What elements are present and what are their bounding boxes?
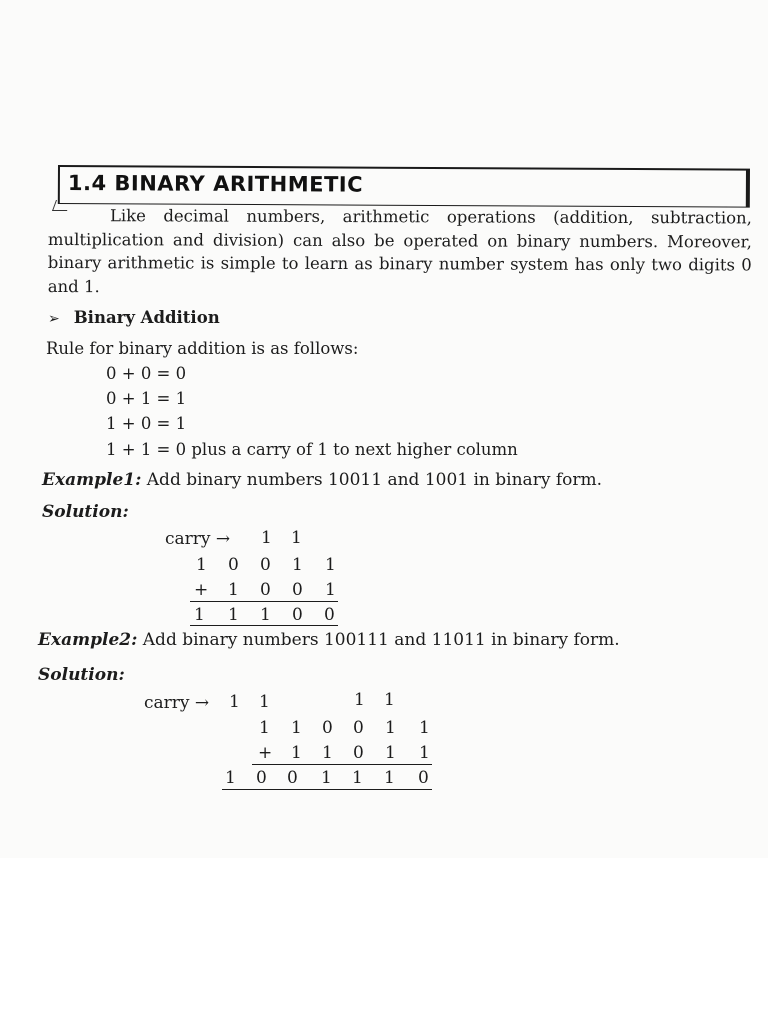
rule-line: 1 + 0 = 1 xyxy=(106,414,187,433)
rule-intro: Rule for binary addition is as follows: xyxy=(46,339,359,358)
operand-digit: 0 xyxy=(228,555,239,575)
operand-digit: 1 xyxy=(259,718,270,738)
subsection-heading xyxy=(48,308,220,327)
operand-digit: 1 xyxy=(228,580,239,600)
operand-digit: 0 xyxy=(322,718,333,738)
carry-digit: 1 xyxy=(229,692,240,712)
result-digit: 0 xyxy=(418,768,429,788)
section-heading-box xyxy=(58,165,750,208)
operand-digit: 1 xyxy=(385,718,396,738)
operand-digit: 0 xyxy=(292,580,303,600)
rule-line: 0 + 0 = 0 xyxy=(106,364,187,383)
result-digit: 0 xyxy=(287,768,298,788)
example1-text: Add binary numbers 10011 and 1001 in binary form. xyxy=(146,470,603,490)
carry-digit: 1 xyxy=(354,690,365,710)
carry-digit: 1 xyxy=(291,528,302,548)
example1-statement xyxy=(42,470,602,490)
carry-digit: 1 xyxy=(384,690,395,710)
example2-label: Example2: xyxy=(38,630,138,650)
operand-digit: 0 xyxy=(353,718,364,738)
result-digit: 1 xyxy=(260,605,271,625)
plus-sign: + xyxy=(258,743,273,763)
result-digit: 0 xyxy=(256,768,267,788)
carry-digit: 1 xyxy=(261,528,272,548)
intro-paragraph: Like decimal numbers, arithmetic operations (addition, subtraction, multiplication and division) can also be operated on binary numbers. Moreover, binary arithmetic is simple to learn as binary number system has only two digits 0 and 1. xyxy=(47,206,752,296)
carry-label: carry → xyxy=(165,529,231,549)
section-heading: 1.4 BINARY ARITHMETIC xyxy=(67,171,364,197)
operand-digit: 1 xyxy=(322,743,333,763)
operand-digit: 1 xyxy=(291,718,302,738)
operand-digit: 1 xyxy=(196,555,207,575)
rule-line: 1 + 1 = 0 plus a carry of 1 to next higher column xyxy=(106,440,518,459)
operand-digit: 1 xyxy=(419,743,430,763)
result-digit: 1 xyxy=(321,768,332,788)
operand-digit: 1 xyxy=(325,555,336,575)
example1-solution-label: Solution: xyxy=(42,502,129,522)
sum-rule-line xyxy=(252,764,432,765)
rule-line: 0 + 1 = 1 xyxy=(106,389,187,408)
operand-digit: 1 xyxy=(385,743,396,763)
result-digit: 1 xyxy=(225,768,236,788)
operand-digit: 0 xyxy=(353,743,364,763)
example2-statement xyxy=(38,630,620,650)
operand-digit: 1 xyxy=(292,555,303,575)
result-underline xyxy=(190,625,338,626)
result-digit: 1 xyxy=(352,768,363,788)
operand-digit: 0 xyxy=(260,555,271,575)
example2-solution-label: Solution: xyxy=(38,665,125,685)
result-digit: 1 xyxy=(228,605,239,625)
operand-digit: 1 xyxy=(325,580,336,600)
result-digit: 0 xyxy=(292,605,303,625)
arrow-bullet-icon: ➢ xyxy=(48,311,60,327)
operand-digit: 1 xyxy=(291,743,302,763)
example1-label: Example1: xyxy=(42,470,142,490)
paper-bottom-margin xyxy=(0,858,768,1024)
result-digit: 1 xyxy=(384,768,395,788)
carry-digit: 1 xyxy=(259,692,270,712)
carry-label: carry → xyxy=(144,693,210,713)
subsection-heading-label: Binary Addition xyxy=(73,308,220,327)
result-digit: 1 xyxy=(194,605,205,625)
operand-digit: 1 xyxy=(419,718,430,738)
example2-text: Add binary numbers 100111 and 11011 in binary form. xyxy=(142,630,620,650)
result-digit: 0 xyxy=(324,605,335,625)
result-underline xyxy=(222,789,432,790)
plus-sign: + xyxy=(194,580,209,600)
sum-rule-line xyxy=(190,601,338,602)
operand-digit: 0 xyxy=(260,580,271,600)
